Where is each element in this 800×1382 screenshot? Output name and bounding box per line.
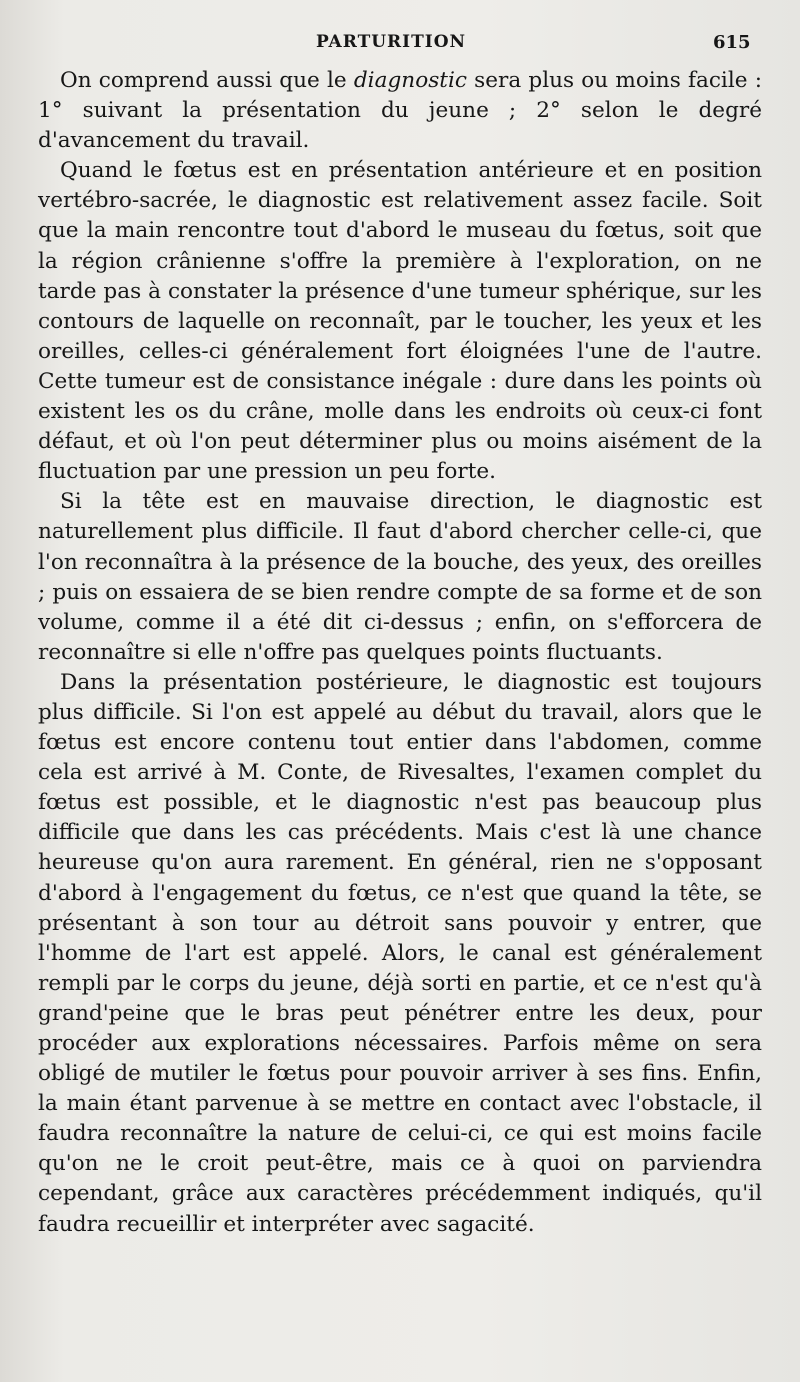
page-header [0, 32, 800, 60]
body-text [38, 66, 762, 1240]
running-title: PARTURITION [316, 32, 467, 52]
paragraph-1-end: sera plus ou moins facile : 1° suivant la présentation du jeune ; 2° selon le degré d'avancement du travail. [38, 68, 762, 154]
paragraph-1-start: On comprend aussi que le [60, 68, 354, 93]
paragraph-2: Quand le fœtus est en présentation antérieure et en position vertébro-sacrée, le diagnostic est relativement assez facile. Soit que la main rencontre tout d'abord le museau du fœtus, soit que la région crânienne s'offre la première à l'exploration, on ne tarde pas à constater la présence d'une tumeur sphérique, sur les contours de laquelle on reconnaît, par le toucher, les yeux et les oreilles, celles-ci généralement fort éloignées l'une de l'autre. Cette tumeur est de consistance inégale : dure dans les points où existent les os du crâne, molle dans les endroits où ceux-ci font défaut, et où l'on peut déterminer plus ou moins aisément de la fluctuation par une pression un peu forte. [38, 158, 762, 485]
paragraph-3: Si la tête est en mauvaise direction, le diagnostic est naturellement plus difficile. Il faut d'abord chercher celle-ci, que l'on reconnaîtra à la présence de la bouche, des yeux, des oreilles ; puis on essaiera de se bien rendre compte de sa forme et de son volume, comme il a été dit ci-dessus ; enfin, on s'efforcera de reconnaître si elle n'offre pas quelques points fluctuants. [38, 489, 762, 665]
page-number: 615 [713, 32, 751, 53]
italic-term: diagnostic [353, 68, 467, 93]
paragraph-4: Dans la présentation postérieure, le diagnostic est toujours plus difficile. Si l'on est appelé au début du travail, alors que le fœtus est encore contenu tout entier dans l'abdomen, comme cela est arrivé à M. Conte, de Rivesaltes, l'examen complet du fœtus est possible, et le diagnostic n'est pas beaucoup plus difficile que dans les cas précédents. Mais c'est là une chance heureuse qu'on aura rarement. En général, rien ne s'opposant d'abord à l'engagement du fœtus, ce n'est que quand la tête, se présentant à son tour au détroit sans pouvoir y entrer, que l'homme de l'art est appelé. Alors, le canal est généralement rempli par le corps du jeune, déjà sorti en partie, et ce n'est qu'à grand'peine que le bras peut pénétrer entre les deux, pour procéder aux explorations nécessaires. Parfois même on sera obligé de mutiler le fœtus pour pouvoir arriver à ses fins. Enfin, la main étant parvenue à se mettre en contact avec l'obstacle, il faudra reconnaître la nature de celui-ci, ce qui est moins facile qu'on ne le croit peut-être, mais ce à quoi on parviendra cependant, grâce aux caractères précédemment indiqués, qu'il faudra recueillir et interpréter avec sagacité. [38, 669, 762, 1237]
paragraph-1 [38, 66, 762, 156]
